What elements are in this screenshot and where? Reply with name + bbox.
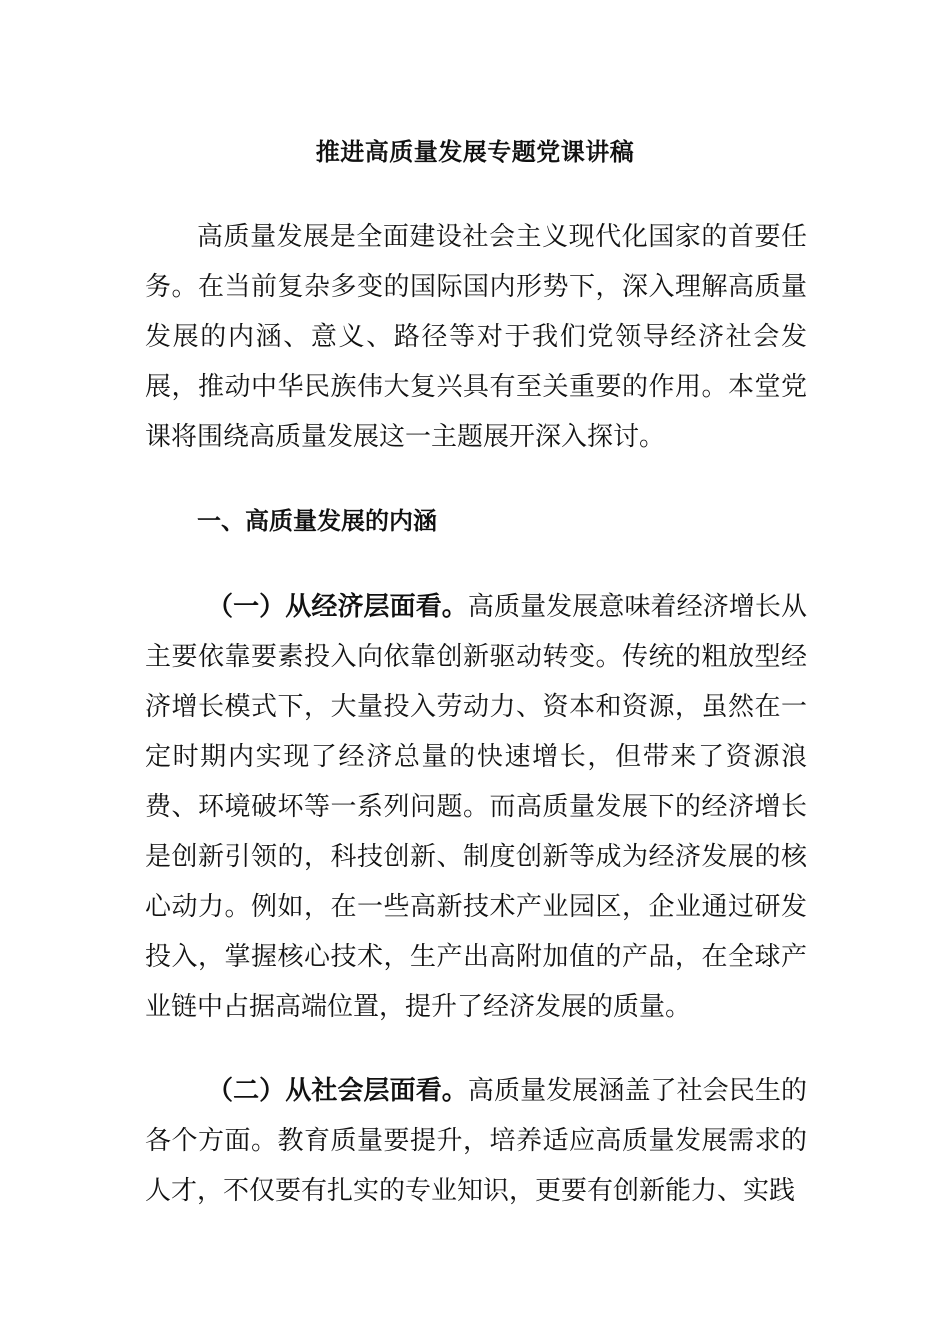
subsection-paragraph-economic bbox=[145, 582, 807, 1032]
subsection-text-social: 高质量发展涵盖了社会民生的各个方面。教育质量要提升，培养适应高质量发展需求的人才，不仅要有扎实的专业知识，更要有创新能力、实践 bbox=[145, 1076, 807, 1206]
subsection-paragraph-social bbox=[145, 1066, 807, 1216]
intro-paragraph: 高质量发展是全面建设社会主义现代化国家的首要任务。在当前复杂多变的国际国内形势下，深入理解高质量发展的内涵、意义、路径等对于我们党领导经济社会发展，推动中华民族伟大复兴具有至关重要的作用。本堂党课将围绕高质量发展这一主题展开深入探讨。 bbox=[145, 222, 807, 452]
subsection-text-economic: 高质量发展意味着经济增长从主要依靠要素投入向依靠创新驱动转变。传统的粗放型经济增长模式下，大量投入劳动力、资本和资源，虽然在一定时期内实现了经济总量的快速增长，但带来了资源浪费、环境破坏等一系列问题。而高质量发展下的经济增长是创新引领的，科技创新、制度创新等成为经济发展的核心动力。例如，在一些高新技术产业园区，企业通过研发投入，掌握核心技术，生产出高附加值的产品，在全球产业链中占据高端位置，提升了经济发展的质量。 bbox=[145, 592, 807, 1022]
section-heading: 一、高质量发展的内涵 bbox=[197, 507, 437, 535]
subsection-label-social: （二）从社会层面看。 bbox=[207, 1076, 468, 1106]
subsection-label-economic: （一）从经济层面看。 bbox=[207, 592, 468, 622]
document-title: 推进高质量发展专题党课讲稿 bbox=[315, 138, 635, 166]
